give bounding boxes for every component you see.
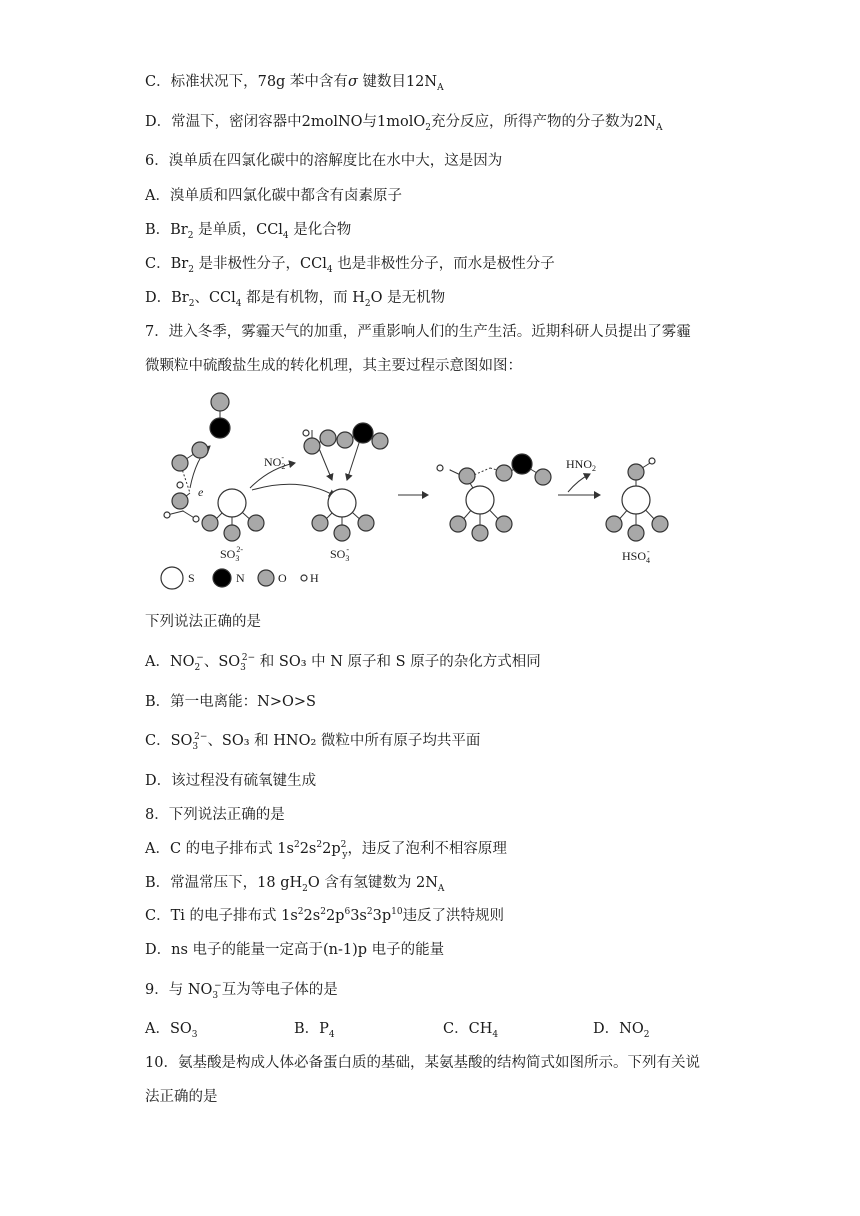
hno2-label: HNO: [566, 457, 592, 471]
q8-option-b: B．常温常压下，18 $gH_2O$ 含有氢键数为 $2N_A$: [145, 875, 445, 894]
q7-option-a: A．$NO_2^-$、$SO_3^{2-}$ 和 SO₃ 中 N 原子和 S 原子的杂化方式相同: [145, 653, 541, 673]
q9-stem: 9．与 $NO_3^-$互为等电子体的是: [145, 981, 338, 1001]
q6-option-a: A．溴单质和四氯化碳中都含有卤素原子: [145, 188, 402, 204]
q10-stem-line1: 10．氨基酸是构成人体必备蛋白质的基础，某氨基酸的结构简式如图所示。下列有关说: [145, 1055, 700, 1071]
q10-stem-line2: 法正确的是: [145, 1089, 218, 1105]
q8-option-c: C．Ti 的电子排布式 $1s^22s^22p^63s^23p^{10}$违反了洪特规则: [145, 907, 505, 924]
q9-option-d: D．$NO_2$: [593, 1021, 650, 1040]
q7-option-d: D．该过程没有硫氧键生成: [145, 773, 317, 789]
legend-h: H: [310, 571, 319, 585]
svg-text:SO3-: $SO_3-$: [330, 545, 350, 563]
svg-text:NO2-: $NO_2-$: [264, 453, 286, 471]
svg-text:HSO4-: $HSO_4-$: [622, 547, 651, 565]
sulfate-mechanism-diagram: [150, 388, 710, 593]
legend-s: S: [188, 571, 195, 585]
q6-option-d: D．$Br_2$、CCl$_4$ 都是有机物，而 $H_2O$ 是无机物: [145, 290, 446, 309]
q8-option-a: A．C 的电子排布式 $1s^22s^22p^2_y$，违反了泡利不相容原理: [145, 840, 507, 860]
q7-stem-line2: 微颗粒中硫酸盐生成的转化机理，其主要过程示意图如图：: [145, 358, 522, 374]
q9-option-c: C．$CH_4$: [443, 1021, 499, 1040]
q7-stem-line1: 7．进入冬季，雾霾天气的加重，严重影响人们的生产生活。近期科研人员提出了雾霾: [145, 324, 691, 340]
q5-option-c: C．标准状况下，78g 苯中含有σ 键数目$12N_A$: [145, 74, 444, 93]
svg-text:SO32-: $SO_32-$: [220, 545, 244, 563]
q6-option-b: B．$Br_2$ 是单质，CCl$_4$ 是化合物: [145, 222, 352, 241]
legend-o: O: [278, 571, 287, 585]
q9-option-b: B．$P_4$: [294, 1021, 335, 1040]
so3-2-label: SO: [220, 547, 236, 561]
q5-option-d: D．常温下，密闭容器中2molNO与1molO$_2$充分反应，所得产物的分子数为$2N_A$: [145, 114, 663, 133]
hso4-label: HSO: [622, 549, 647, 563]
svg-text:HNO2: $HNO_2$: [566, 457, 596, 473]
q8-option-d: D．ns 电子的能量一定高于(n-1)p 电子的能量: [145, 942, 445, 958]
q6-stem: 6．溴单质在四氯化碳中的溶解度比在水中大，这是因为: [145, 153, 503, 169]
q8-stem: 8．下列说法正确的是: [145, 807, 285, 823]
q7-prompt: 下列说法正确的是: [145, 614, 261, 630]
electron-label: e: [198, 485, 204, 499]
legend-n: N: [236, 571, 245, 585]
q7-option-b: B．第一电离能：N>O>S: [145, 694, 316, 710]
so3-1-label: SO: [330, 547, 346, 561]
q7-option-c: C．$SO_3^{2-}$、SO₃ 和 HNO₂ 微粒中所有原子均共平面: [145, 732, 481, 752]
no2-label: NO: [264, 455, 282, 469]
q9-option-a: A．$SO_3$: [145, 1021, 198, 1040]
q6-option-c: C．$Br_2$ 是非极性分子，CCl$_4$ 也是非极性分子，而水是极性分子: [145, 256, 555, 275]
